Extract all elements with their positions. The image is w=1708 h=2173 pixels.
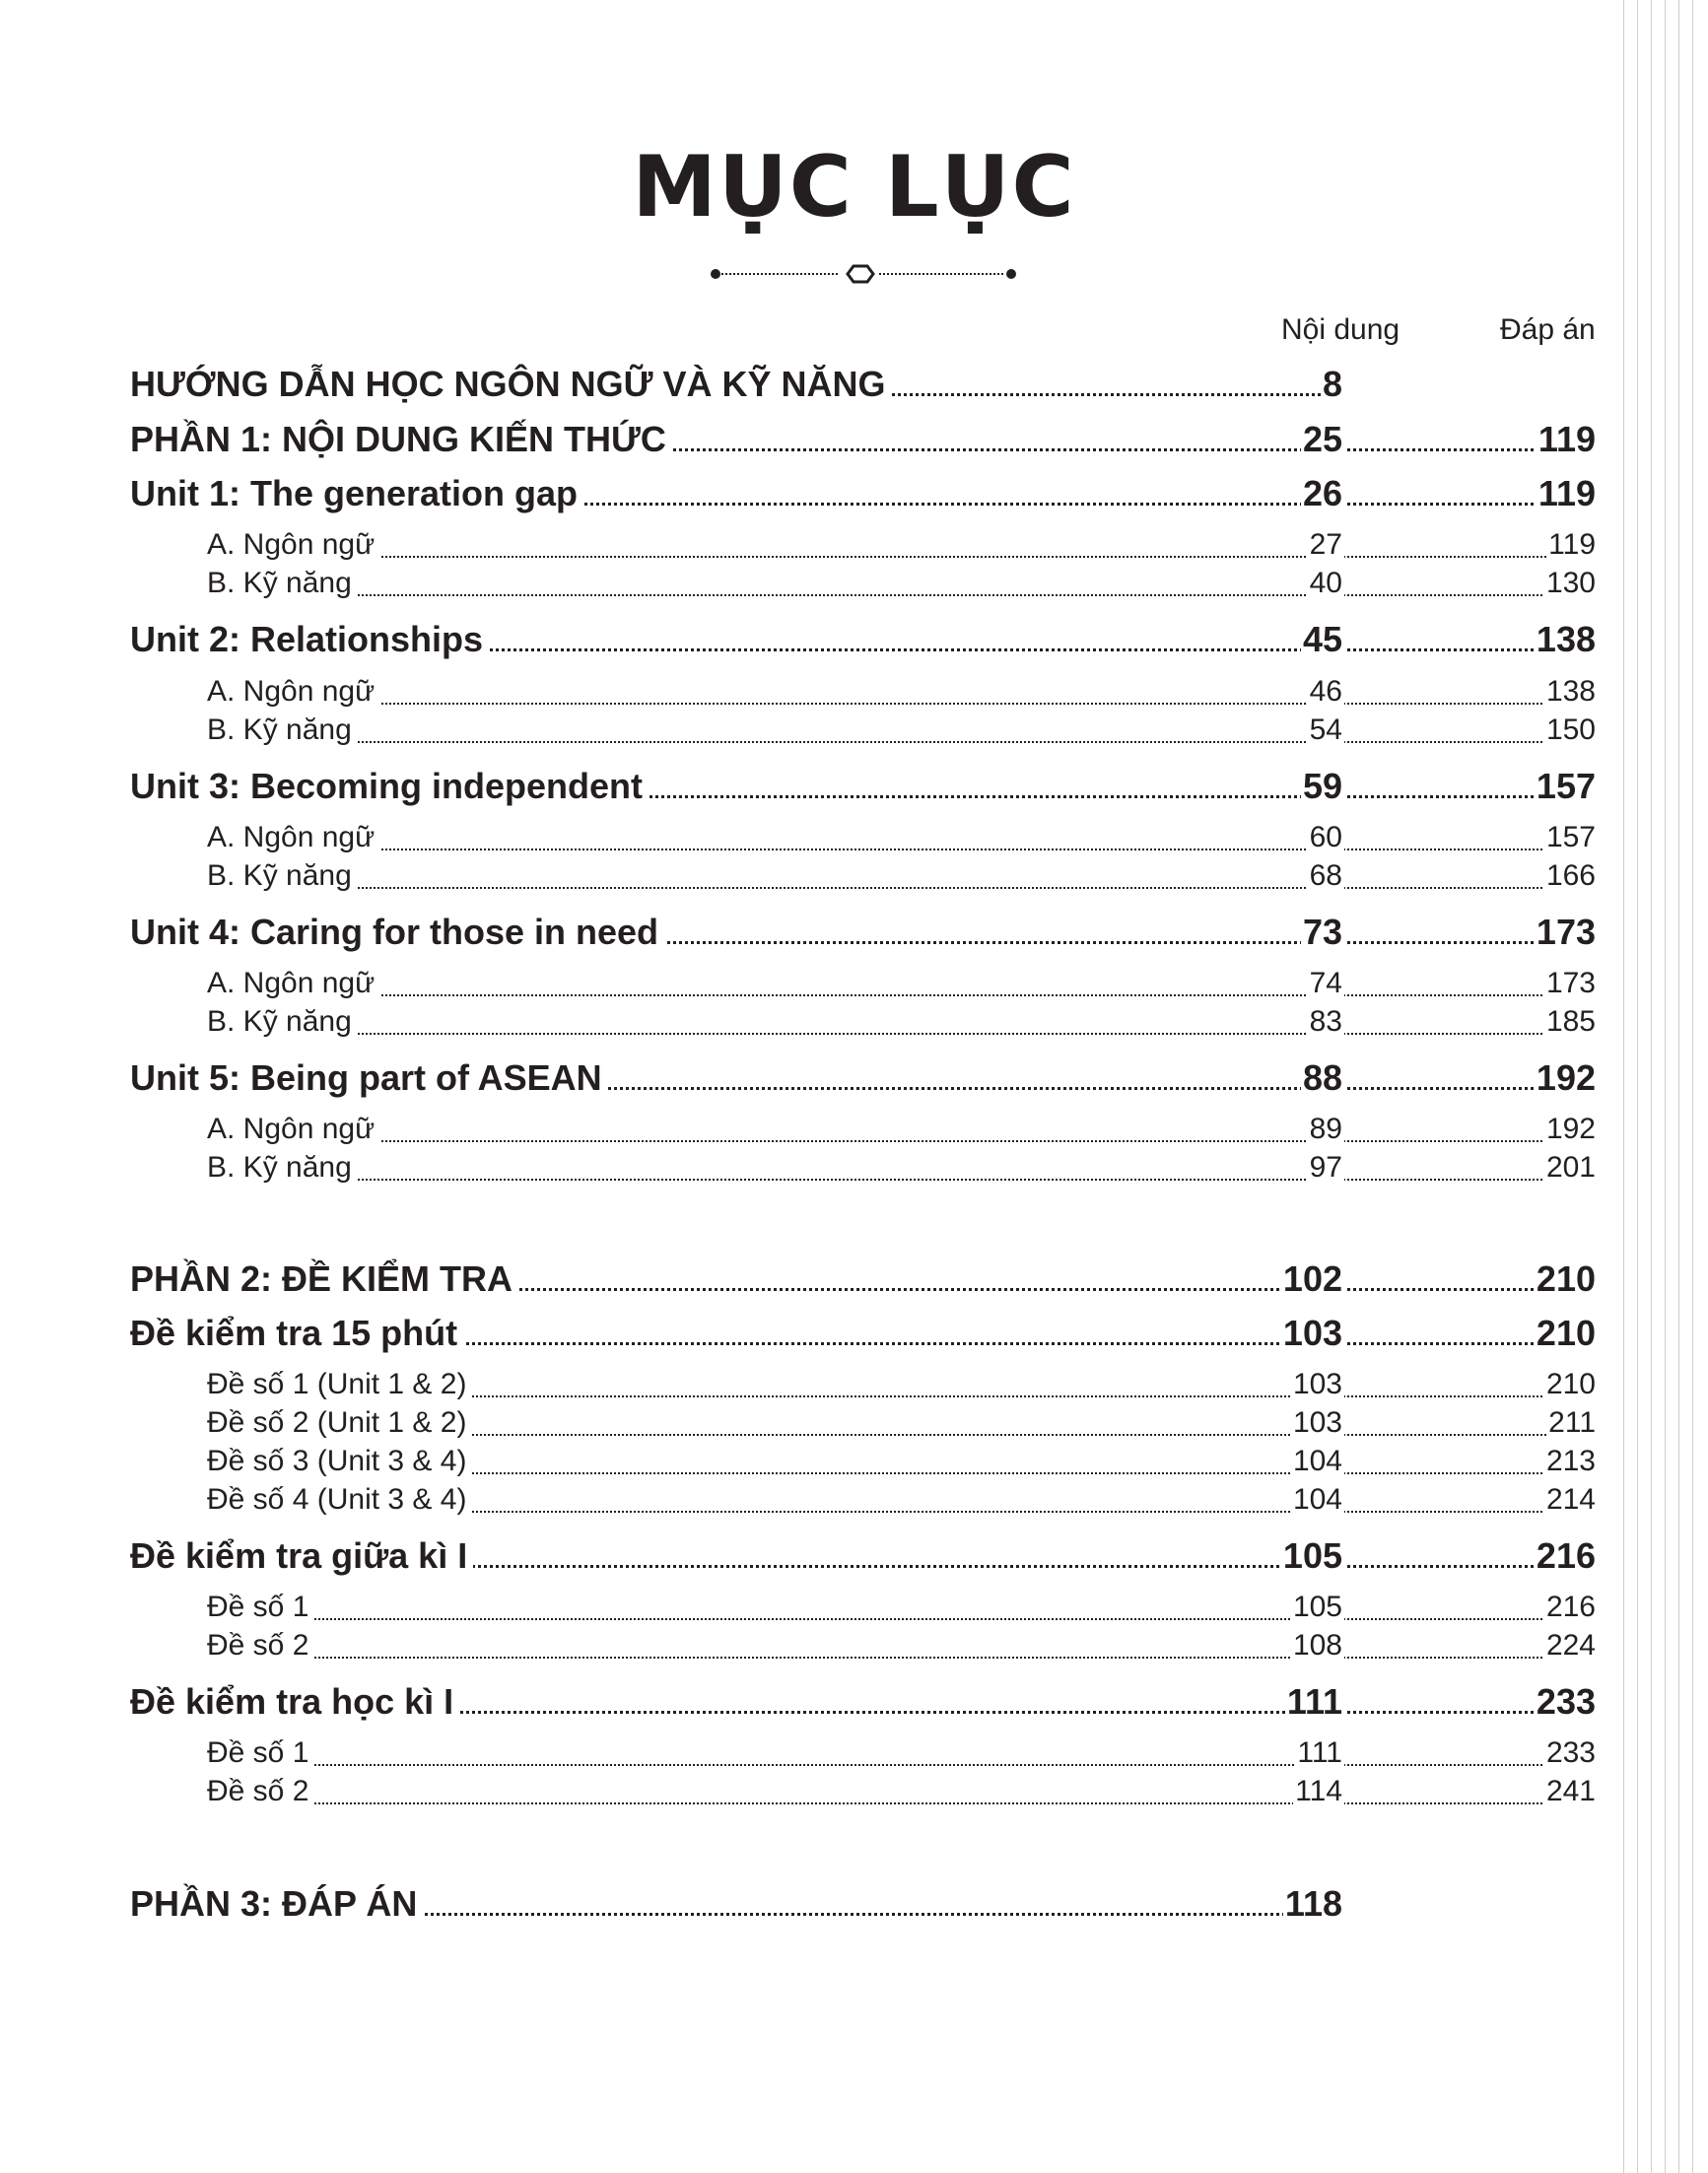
toc-content-page: 97: [1308, 1148, 1344, 1188]
toc-answer-page: 119: [1537, 473, 1596, 513]
toc-content-page: 25: [1302, 419, 1342, 459]
toc-entry-label: B. Kỹ năng: [207, 856, 358, 896]
toc-entry-label: A. Ngôn ngữ: [207, 1110, 380, 1149]
toc-entry-label: B. Kỹ năng: [207, 1002, 358, 1042]
toc-entry[interactable]: [0, 1365, 1708, 1404]
toc-content-page: 103: [1282, 1313, 1342, 1353]
dot-leader: [207, 1802, 1598, 1804]
toc-content-page: 68: [1308, 856, 1344, 896]
toc-entry[interactable]: [0, 1626, 1708, 1665]
toc-answer-page: 210: [1536, 1313, 1596, 1353]
toc-content-page: 45: [1302, 619, 1342, 659]
dot-leader: [207, 1764, 1598, 1766]
toc-entry[interactable]: [0, 1588, 1708, 1627]
page-title: MỤC LỤC: [632, 138, 1076, 237]
toc-content-page: 54: [1308, 711, 1344, 750]
toc-entry[interactable]: [0, 1058, 1708, 1098]
toc-entry-label: Đề số 1: [207, 1733, 314, 1773]
toc-entry[interactable]: [0, 1772, 1708, 1811]
toc-content-page: 105: [1282, 1535, 1342, 1576]
toc-entry-label: PHẦN 3: ĐÁP ÁN: [130, 1884, 423, 1924]
toc-content-page: 40: [1308, 564, 1344, 603]
dot-leader: [207, 887, 1598, 889]
toc-entry-label: Đề số 2: [207, 1772, 314, 1811]
toc-entry[interactable]: [0, 1884, 1708, 1924]
toc-entry-label: B. Kỹ năng: [207, 1148, 358, 1188]
toc-entry-label: PHẦN 2: ĐỀ KIỂM TRA: [130, 1259, 518, 1299]
toc-entry-label: Unit 4: Caring for those in need: [130, 913, 664, 952]
toc-entry-label: B. Kỹ năng: [207, 711, 358, 750]
toc-answer-page: 166: [1544, 856, 1598, 896]
toc-content-page: 60: [1308, 818, 1344, 857]
dot-leader: [207, 1033, 1598, 1035]
toc-entry-label: HƯỚNG DẪN HỌC NGÔN NGỮ VÀ KỸ NĂNG: [130, 365, 891, 404]
toc-answer-page: 157: [1536, 766, 1596, 806]
toc-answer-page: 157: [1544, 818, 1598, 857]
toc-answer-page: 213: [1544, 1442, 1598, 1481]
toc-answer-page: 224: [1544, 1626, 1598, 1665]
dot-leader: [207, 994, 1598, 996]
toc-answer-page: 138: [1544, 672, 1598, 712]
toc-answer-page: 173: [1544, 964, 1598, 1003]
toc-answer-page: 119: [1546, 525, 1598, 565]
dot-leader: [207, 1140, 1598, 1142]
toc-entry-label: Unit 5: Being part of ASEAN: [130, 1058, 608, 1098]
toc-entry[interactable]: [0, 365, 1708, 404]
toc-content-page: 88: [1302, 1057, 1342, 1098]
dot-leader: [207, 556, 1598, 558]
toc-entry-label: Unit 1: The generation gap: [130, 474, 583, 513]
toc-entry[interactable]: [0, 1148, 1708, 1188]
toc-entry-label: B. Kỹ năng: [207, 564, 358, 603]
toc-entry[interactable]: [0, 1110, 1708, 1149]
toc-entry[interactable]: [0, 420, 1708, 459]
toc-answer-page: 241: [1544, 1772, 1598, 1811]
toc-entry-label: Đề số 2: [207, 1626, 314, 1665]
toc-answer-page: 233: [1544, 1733, 1598, 1773]
toc-entry-label: A. Ngôn ngữ: [207, 818, 380, 857]
toc-content-page: 46: [1308, 672, 1344, 712]
toc-entry-label: PHẦN 1: NỘI DUNG KIẾN THỨC: [130, 420, 672, 459]
toc-entry[interactable]: [0, 564, 1708, 603]
toc-entry[interactable]: [0, 1442, 1708, 1481]
toc-answer-page: 210: [1544, 1365, 1598, 1404]
dot-leader: [207, 594, 1598, 596]
toc-content-page: 59: [1302, 766, 1342, 806]
toc-answer-page: 216: [1544, 1588, 1598, 1627]
toc-answer-page: 211: [1546, 1403, 1598, 1443]
toc-entry[interactable]: [0, 474, 1708, 513]
toc-answer-page: 130: [1544, 564, 1598, 603]
toc-answer-page: 119: [1537, 419, 1596, 459]
toc-content-page: 27: [1308, 525, 1344, 565]
toc-entry[interactable]: [0, 1480, 1708, 1520]
toc-content-page: 102: [1282, 1258, 1342, 1299]
toc-content-page: 118: [1284, 1883, 1342, 1924]
toc-entry[interactable]: [0, 964, 1708, 1003]
toc-entry-label: Đề kiểm tra học kì I: [130, 1682, 459, 1722]
toc-content-page: 26: [1302, 473, 1342, 513]
toc-entry-label: Đề số 1 (Unit 1 & 2): [207, 1365, 472, 1404]
toc-entry[interactable]: [0, 1314, 1708, 1353]
toc-entry[interactable]: [0, 913, 1708, 952]
toc-entry-label: Đề số 2 (Unit 1 & 2): [207, 1403, 472, 1443]
toc-entry-label: Unit 2: Relationships: [130, 620, 489, 659]
toc-content-page: 89: [1308, 1110, 1344, 1149]
toc-entry-label: A. Ngôn ngữ: [207, 672, 380, 712]
toc-content-page: 111: [1295, 1733, 1344, 1773]
toc-content-page: 104: [1291, 1442, 1344, 1481]
toc-entry-label: Đề kiểm tra giữa kì I: [130, 1536, 473, 1576]
dot-leader: [207, 849, 1598, 850]
toc-entry[interactable]: [0, 856, 1708, 896]
toc-content-page: 83: [1308, 1002, 1344, 1042]
toc-entry[interactable]: [0, 818, 1708, 857]
toc-answer-page: 214: [1544, 1480, 1598, 1520]
toc-answer-page: 185: [1544, 1002, 1598, 1042]
dot-leader: [207, 741, 1598, 743]
toc-answer-page: 173: [1536, 912, 1596, 952]
toc-content-page: 8: [1322, 364, 1342, 404]
toc-answer-page: 201: [1544, 1148, 1598, 1188]
toc-entry[interactable]: [0, 767, 1708, 806]
dot-leader: [207, 703, 1598, 705]
column-header-content: Nội dung: [1281, 313, 1401, 346]
toc-entry-label: Đề số 1: [207, 1588, 314, 1627]
column-header-answer: Đáp án: [1500, 313, 1596, 346]
toc-answer-page: 138: [1536, 619, 1596, 659]
toc-entry[interactable]: [0, 620, 1708, 659]
toc-entry[interactable]: [0, 1403, 1708, 1443]
toc-entry-label: Đề kiểm tra 15 phút: [130, 1314, 463, 1353]
toc-answer-page: 216: [1536, 1535, 1596, 1576]
toc-answer-page: 192: [1536, 1057, 1596, 1098]
toc-entry[interactable]: [0, 525, 1708, 565]
toc-content-page: 114: [1293, 1772, 1344, 1811]
toc-entry-label: A. Ngôn ngữ: [207, 964, 380, 1003]
toc-entry[interactable]: [0, 1733, 1708, 1773]
toc-entry-label: Đề số 3 (Unit 3 & 4): [207, 1442, 472, 1481]
toc-entry-label: Unit 3: Becoming independent: [130, 767, 649, 806]
toc-answer-page: 150: [1544, 711, 1598, 750]
toc-content-page: 111: [1286, 1681, 1342, 1722]
toc-content-page: 105: [1291, 1588, 1344, 1627]
toc-answer-page: 192: [1544, 1110, 1598, 1149]
toc-content-page: 103: [1291, 1403, 1344, 1443]
dot-leader: [207, 1179, 1598, 1181]
toc-content-page: 104: [1291, 1480, 1344, 1520]
toc-entry-label: Đề số 4 (Unit 3 & 4): [207, 1480, 472, 1520]
toc-entry-label: A. Ngôn ngữ: [207, 525, 380, 565]
dot-leader: [207, 1618, 1598, 1620]
toc-content-page: 74: [1308, 964, 1344, 1003]
toc-entry[interactable]: [0, 1682, 1708, 1722]
toc-answer-page: 210: [1536, 1258, 1596, 1299]
toc-entry[interactable]: [0, 1259, 1708, 1299]
toc-answer-page: 233: [1536, 1681, 1596, 1722]
toc-content-page: 103: [1291, 1365, 1344, 1404]
toc-content-page: 73: [1302, 912, 1342, 952]
toc-entry[interactable]: [0, 672, 1708, 712]
toc-entry[interactable]: [0, 711, 1708, 750]
toc-content-page: 108: [1291, 1626, 1344, 1665]
toc-entry[interactable]: [0, 1002, 1708, 1042]
toc-entry[interactable]: [0, 1536, 1708, 1576]
dot-leader: [207, 1657, 1598, 1659]
